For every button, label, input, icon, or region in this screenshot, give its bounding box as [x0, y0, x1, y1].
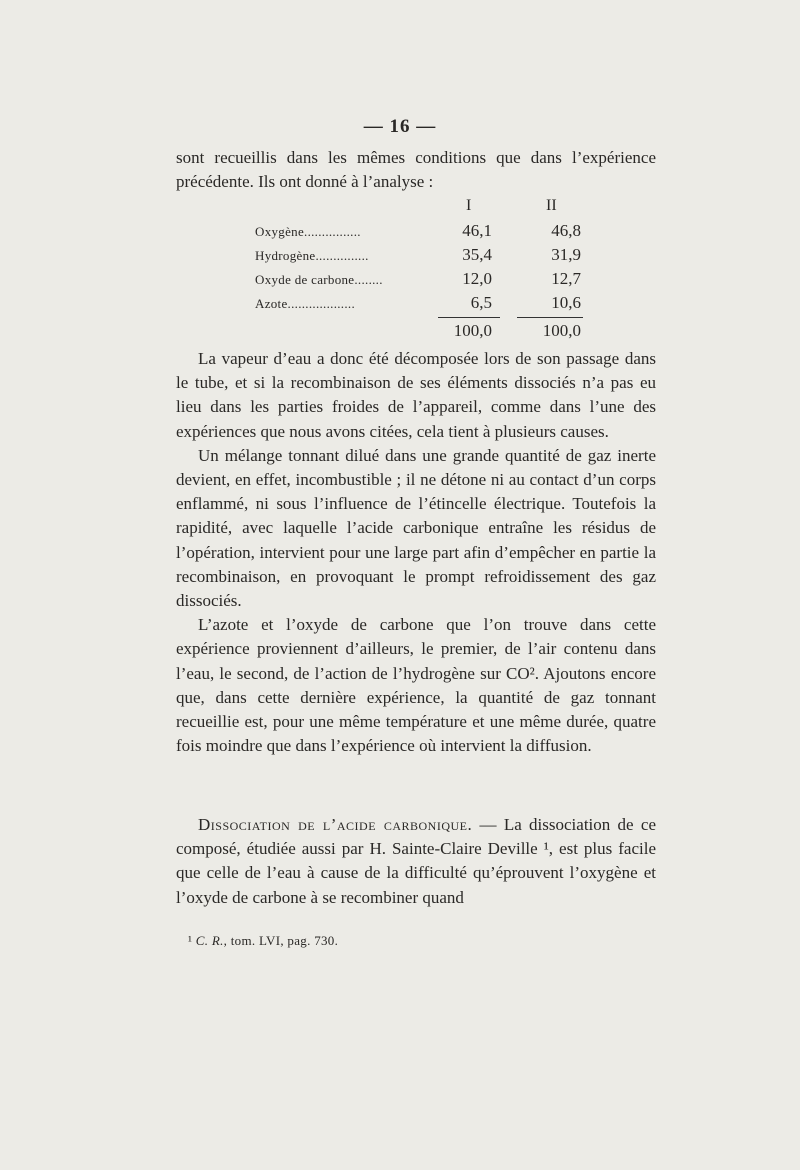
total-value-1: 100,0 — [453, 321, 492, 340]
row-value-1: 35,4 — [462, 245, 492, 264]
table-header-row — [240, 197, 600, 221]
row-value-2: 31,9 — [551, 245, 581, 264]
table-row — [240, 245, 600, 269]
row-label: Oxygène................ — [255, 224, 361, 239]
row-value-2: 12,7 — [551, 269, 581, 288]
row-value-2: 46,8 — [551, 221, 581, 240]
analysis-table — [240, 197, 600, 345]
body-text — [176, 347, 656, 758]
col-header-1: I — [466, 197, 472, 214]
page-number: — 16 — — [363, 116, 437, 137]
footnote-text: , tom. LVI, pag. 730. — [223, 933, 339, 948]
table-row — [240, 293, 600, 317]
row-value-1: 6,5 — [470, 293, 492, 312]
table-row — [240, 221, 600, 245]
row-value-2: 10,6 — [551, 293, 581, 312]
table-total-row — [240, 321, 600, 345]
table-row — [240, 269, 600, 293]
section-heading: Dissociation de l’acide carbonique. — [198, 815, 473, 834]
footnote-source: C. R. — [195, 933, 224, 948]
paragraph: Un mélange tonnant dilué dans une grande quantité de gaz inerte devient, en effet, incombustible ; il ne détone ni au contact d’un corps enflammé, ni sous l’influence de l’étincelle électrique. Toutefois la rapidité, avec laquelle l’acide carbonique entraîne les résidus de l’opération, intervient pour une large part afin d’empêcher en partie la recombinaison, en provoquant le prompt refroidissement des gaz dissociés. — [176, 445, 656, 611]
row-label: Hydrogène............... — [255, 248, 369, 263]
sum-rule-2 — [517, 317, 583, 318]
row-value-1: 12,0 — [462, 269, 492, 288]
row-value-1: 46,1 — [462, 221, 492, 240]
total-value-2: 100,0 — [542, 321, 581, 340]
intro-text: sont recueillis dans les mêmes conditions que dans l’expérience précédente. Ils ont donné à l’analyse : — [176, 148, 656, 192]
footnote-marker: ¹ — [188, 933, 193, 948]
row-label: Oxyde de carbone........ — [255, 272, 383, 287]
intro-paragraph — [176, 146, 656, 194]
row-label: Azote................... — [255, 296, 355, 311]
paragraph: L’azote et l’oxyde de carbone que l’on trouve dans cette expérience proviennent d’ailleurs, le premier, de l’air contenu dans l’eau, le second, de l’action de l’hydrogène sur CO². Ajoutons encore que, dans cette dernière expérience, la quantité de gaz tonnant recueillie est, pour une même température et une même durée, quatre fois moindre que dans l’expérience où intervient la diffusion. — [176, 615, 656, 756]
col-header-2: II — [546, 197, 557, 214]
section-paragraph — [176, 813, 656, 910]
sum-rule-1 — [438, 317, 500, 318]
paragraph: La vapeur d’eau a donc été décomposée lors de son passage dans le tube, et si la recombinaison de ses éléments dissociés n’a pas eu lieu dans les parties froides de l’appareil, comme dans l’une des expériences que nous avons citées, cela tient à plusieurs causes. — [176, 349, 656, 441]
section-text — [176, 813, 656, 910]
footnote — [188, 933, 338, 949]
section-body: — La dissociation de ce composé, étudiée aussi par H. Sainte-Claire Deville ¹, est plus facile que celle de l’eau à cause de la difficulté qu’éprouvent l’oxygène et l’oxyde de carbone à se recombiner quand — [176, 815, 656, 907]
